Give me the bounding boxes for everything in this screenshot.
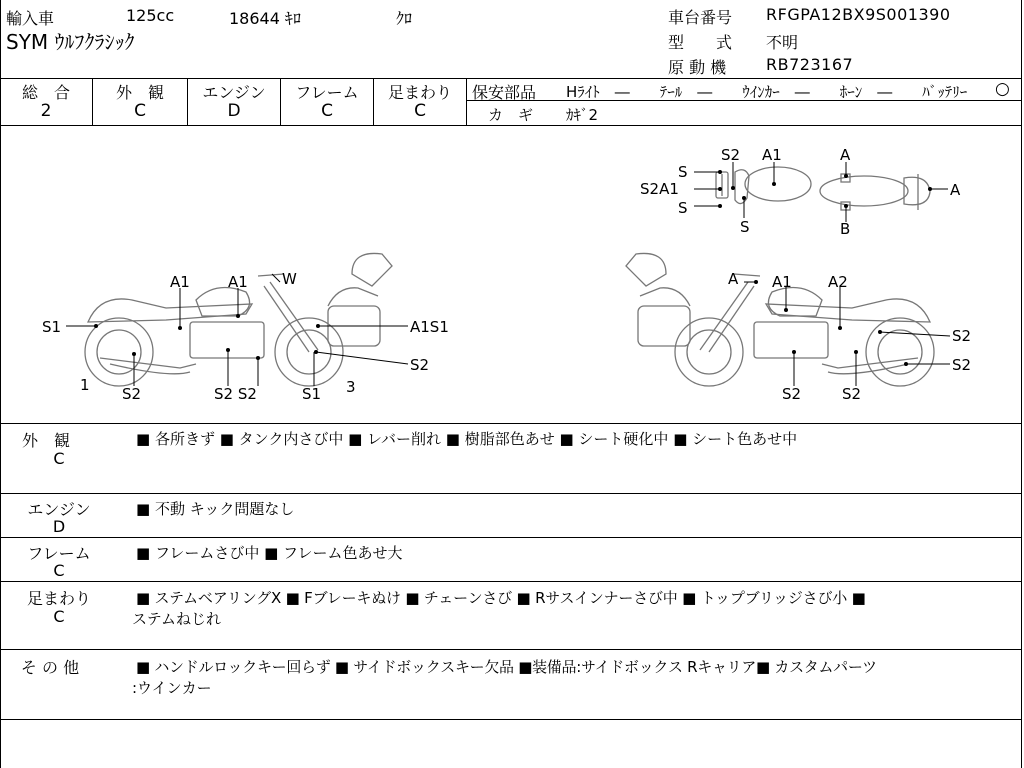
diagram-labels-top	[640, 146, 961, 238]
grade-frame-label: フレーム	[295, 83, 359, 102]
divider-note-5	[0, 719, 1022, 720]
label: S2	[782, 385, 802, 403]
note-text-2: ステムねじれ	[132, 610, 221, 628]
displacement: 125cc	[126, 6, 175, 25]
damage-diagram	[0, 126, 1020, 422]
grade-overall-label: 総 合	[21, 83, 70, 102]
grade-overall: 2	[40, 101, 52, 121]
note-label: 足まわり	[26, 589, 91, 608]
note-text: ■ ステムベアリングX ■ Fブレーキぬけ ■ チェーンさび ■ Rサスインナーさび中 ■ トップブリッジさび小 ■	[136, 589, 866, 607]
diagram-labels-right	[728, 270, 971, 403]
grade-sep-5	[466, 78, 467, 125]
engine-no-label: 原 動 機	[668, 58, 727, 77]
maker-model: SYM ｳﾙﾌｸﾗｼｯｸ	[6, 30, 135, 54]
label: S2	[410, 356, 430, 374]
divider-note-4	[0, 649, 1022, 650]
label: S2	[842, 385, 862, 403]
label: B	[840, 220, 851, 238]
note-label: 外 観	[21, 431, 70, 450]
label: S2	[952, 327, 972, 345]
label: A1	[170, 273, 190, 291]
label: S2A1	[640, 180, 679, 198]
label: A1	[762, 146, 782, 164]
label: A	[840, 146, 851, 164]
label: S	[740, 218, 750, 236]
label: S2	[122, 385, 142, 403]
engine-no: RB723167	[766, 55, 854, 74]
note-grade: C	[53, 607, 65, 626]
note-label: エンジン	[27, 500, 91, 519]
note-text-2: :ウインカー	[132, 679, 212, 697]
type-value: 不明	[766, 33, 799, 52]
label: S2	[952, 356, 972, 374]
frame-no: RFGPA12BX9S001390	[766, 5, 951, 24]
label: W	[282, 270, 297, 288]
mileage: 18644 ｷﾛ	[229, 9, 301, 28]
key-label: カ ギ	[488, 106, 534, 124]
note-grade: C	[53, 449, 65, 468]
label: 1	[80, 376, 90, 394]
label: S2	[721, 146, 741, 164]
battery-mark: ○	[995, 79, 1010, 99]
grade-exterior: C	[134, 101, 146, 121]
note-text: ■ 不動 キック問題なし	[136, 500, 295, 518]
damage-points	[94, 170, 932, 366]
grade-engine-label: エンジン	[202, 83, 266, 102]
grade-frame: C	[321, 101, 333, 121]
frame-no-label: 車台番号	[668, 8, 733, 27]
grade-suspension-label: 足まわり	[387, 83, 452, 102]
safety-items: Hﾗｲﾄ ― ﾃｰﾙ ― ｳｲﾝｶｰ ― ﾎｰﾝ ― ﾊﾞｯﾃﾘｰ	[566, 83, 968, 101]
color: ｸﾛ	[396, 9, 413, 28]
note-text: ■ フレームさび中 ■ フレーム色あせ大	[136, 544, 403, 562]
label: S1	[302, 385, 322, 403]
label: A1	[772, 273, 792, 291]
key-value: ｶｷﾞ2	[566, 106, 599, 124]
border-right	[1021, 0, 1022, 768]
note-label: そ の 他	[20, 658, 80, 677]
note-label: フレーム	[27, 544, 91, 563]
grade-exterior-label: 外 観	[115, 83, 164, 102]
top-view-bike	[716, 167, 930, 210]
note-text: ■ 各所きず ■ タンク内さび中 ■ レバー削れ ■ 樹脂部色あせ ■ シート硬化中 ■ シート色あせ中	[136, 430, 798, 448]
type-label: 型 式	[668, 33, 733, 52]
note-grade: D	[52, 517, 66, 536]
grade-engine: D	[227, 101, 241, 121]
label: S	[678, 199, 688, 217]
label: S	[678, 163, 688, 181]
divider-note-2	[0, 537, 1022, 538]
label: S1	[42, 318, 62, 336]
label: A1S1	[410, 318, 449, 336]
label: A1	[228, 273, 248, 291]
label: A2	[828, 273, 848, 291]
label: A	[950, 181, 961, 199]
divider-header	[0, 78, 1022, 79]
note-text: ■ ハンドルロックキー回らず ■ サイドボックスキー欠品 ■装備品:サイドボックス Rキャリア■ カスタムパーツ	[136, 658, 877, 676]
note-grade: C	[53, 561, 65, 580]
label: S2 S2	[214, 385, 257, 403]
grade-suspension: C	[414, 101, 426, 121]
divider-note-3	[0, 581, 1022, 582]
label: A	[728, 270, 739, 288]
divider-diagram	[0, 423, 1022, 424]
safety-label: 保安部品	[472, 83, 537, 102]
leader-lines	[66, 162, 950, 386]
divider-note-1	[0, 493, 1022, 494]
label: 3	[346, 378, 356, 396]
import-label: 輸入車	[6, 9, 55, 28]
